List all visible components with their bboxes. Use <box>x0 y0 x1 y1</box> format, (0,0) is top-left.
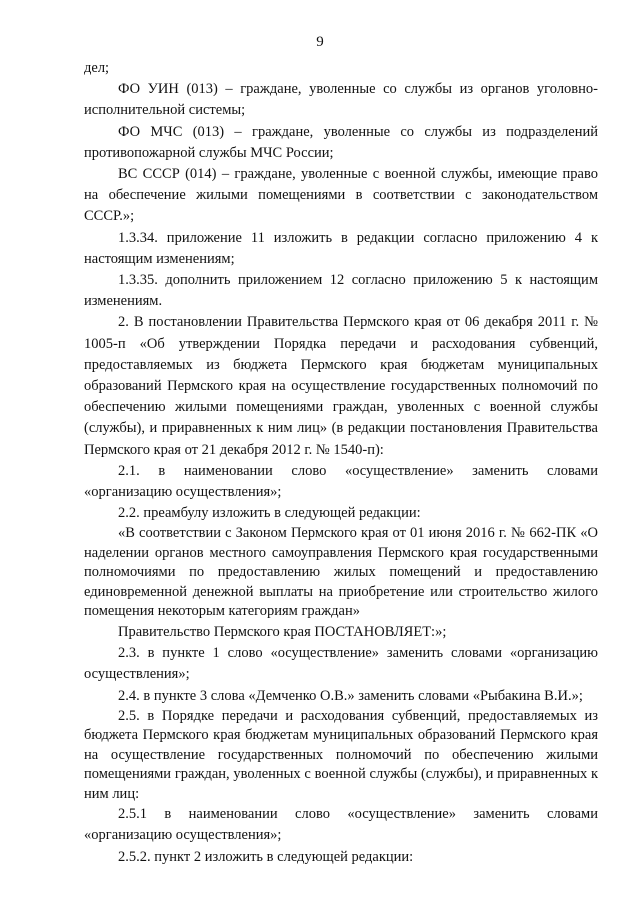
paragraph-1-3-34: 1.3.34. приложение 11 изложить в редакции согласно приложению 4 к настоящим изменениям; <box>84 229 598 267</box>
paragraph-2-3: 2.3. в пункте 1 слово «осуществление» заменить словами «организацию осуществления»; <box>84 645 598 683</box>
paragraph-1-3-35: 1.3.35. дополнить приложением 12 согласно приложению 5 к настоящим изменениям. <box>84 272 598 310</box>
paragraph-2-1: 2.1. в наименовании слово «осуществление» заменить словами «организацию осуществления»; <box>84 462 598 501</box>
paragraph-preamble: «В соответствии с Законом Пермского края от 01 июня 2016 г. № 662-ПК «О наделении органов местного самоуправления Пермского края государственными полномочиями по предоставлению жилых помещений и предоставлению единовременной денежной выплаты на приобретение или строительство жилого помещения некоторым категориям граждан» <box>84 525 598 620</box>
paragraph-fo-uin: ФО УИН (013) – граждане, уволенные со службы из органов уголовно-исполнительной системы; <box>84 81 598 119</box>
paragraph-2-5: 2.5. в Порядке передачи и расходования субвенций, предоставляемых из бюджета Пермского края бюджетам муниципальных образований Пермского края на осуществление государственных полномочий по обеспечению жилыми помещениями граждан, уволенных с военной службы (службы), и приравненных к ним лиц: <box>84 707 598 802</box>
paragraph-vs-sssr: ВС СССР (014) – граждане, уволенные с военной службы, имеющие право на обеспечение жилыми помещениями в соответствии с законодательством СССР.»; <box>84 166 598 225</box>
paragraph-2-4: 2.4. в пункте 3 слова «Демченко О.В.» заменить словами «Рыбакина В.И.»; <box>118 687 583 704</box>
paragraph-continuation: дел; <box>84 60 110 76</box>
paragraph-postanovlyaet: Правительство Пермского края ПОСТАНОВЛЯЕТ:»; <box>118 623 447 640</box>
paragraph-2-2: 2.2. преамбулу изложить в следующей редакции: <box>118 505 421 522</box>
document-body <box>84 58 598 868</box>
paragraph-2-5-1: 2.5.1 в наименовании слово «осуществление» заменить словами «организацию осуществления»; <box>84 806 598 844</box>
paragraph-fo-mchs: ФО МЧС (013) – граждане, уволенные со службы из подразделений противопожарной службы МЧС России; <box>84 123 598 161</box>
paragraph-2-5-2: 2.5.2. пункт 2 изложить в следующей редакции: <box>118 848 414 865</box>
page-number: 9 <box>316 34 324 50</box>
paragraph-2: 2. В постановлении Правительства Пермского края от 06 декабря 2011 г. № 1005-п «Об утверждении Порядка передачи и расходования субвенций, предоставляемых из бюджета Пермского края бюджетам муниципальных образований Пермского края на осуществление государственных полномочий по обеспечению жилыми помещениями граждан, уволенных с военной службы (службы), и приравненных к ним лиц» (в редакции постановления Правительства Пермского края от 21 декабря 2012 г. № 1540-п): <box>84 314 598 458</box>
